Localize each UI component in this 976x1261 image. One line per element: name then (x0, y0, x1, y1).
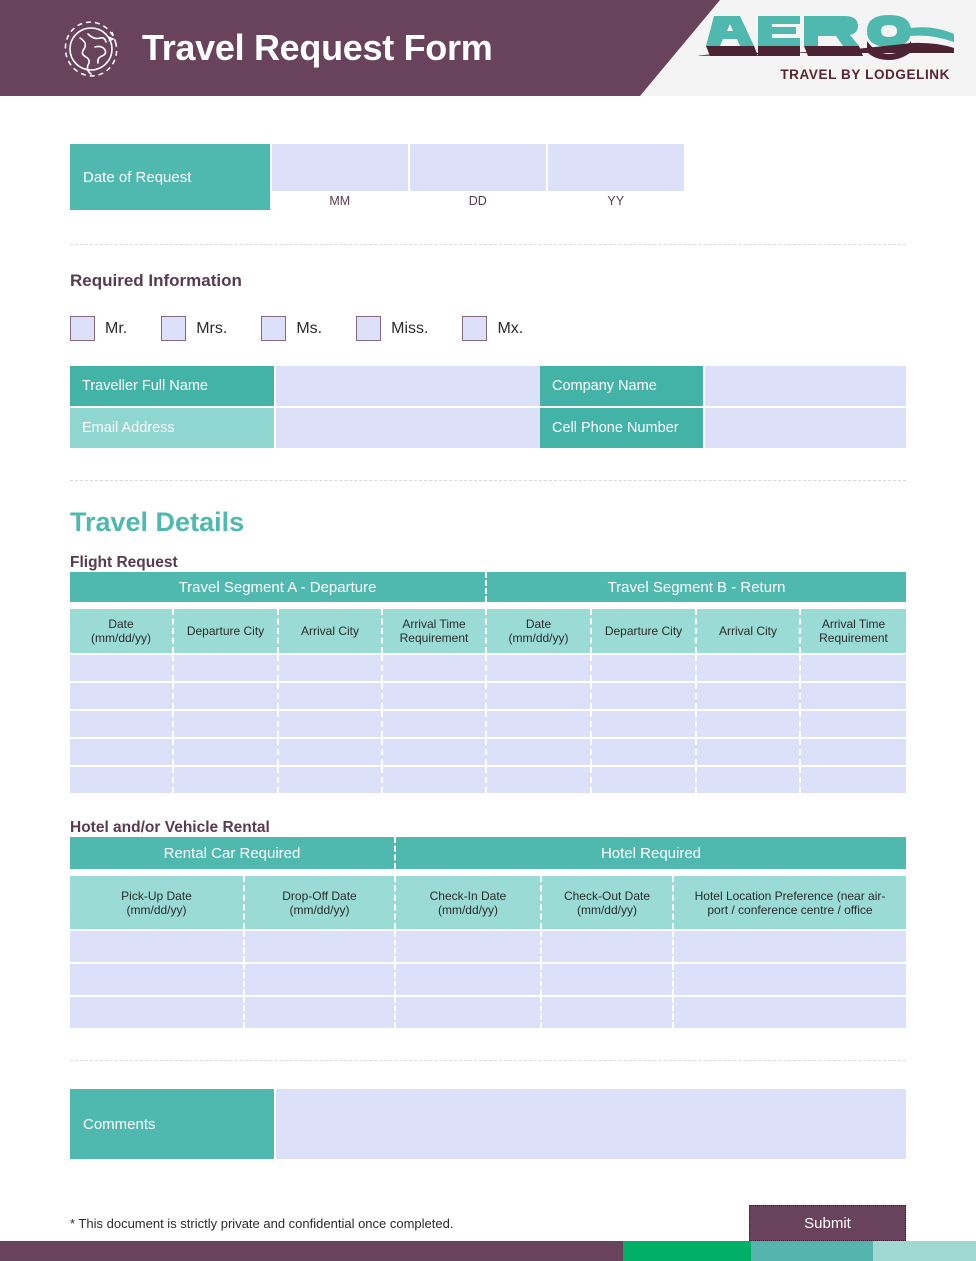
date-of-request-block (70, 144, 684, 210)
footer-band-green (623, 1241, 751, 1261)
table-row (70, 655, 906, 681)
checkbox-mx[interactable] (462, 316, 487, 341)
date-yy-column (548, 144, 685, 210)
flight-cell[interactable] (801, 739, 906, 765)
flight-cell[interactable] (487, 767, 592, 793)
flight-cell[interactable] (801, 767, 906, 793)
confidentiality-note: * This document is strictly private and confidential once completed. (70, 1215, 454, 1231)
flight-cell[interactable] (279, 767, 383, 793)
flight-cell[interactable] (383, 767, 487, 793)
table-row (70, 683, 906, 709)
title-label-mx: Mx. (497, 319, 524, 337)
required-information-heading: Required Information (70, 271, 242, 290)
title-label-mrs: Mrs. (196, 319, 228, 337)
traveller-fields-left (70, 366, 540, 450)
flight-col-header-departure-city-a: Departure City (174, 609, 279, 653)
hotel-cell[interactable] (70, 964, 245, 995)
footer-band-teal (751, 1241, 873, 1261)
comments-block (70, 1089, 906, 1159)
hotel-col-header-checkout-date: Check-Out Date (mm/dd/yy) (542, 876, 674, 929)
hotel-cell[interactable] (674, 997, 906, 1028)
table-row (70, 711, 906, 737)
checkbox-mrs[interactable] (161, 316, 186, 341)
header-title-group (0, 0, 492, 96)
flight-cell[interactable] (383, 739, 487, 765)
flight-table-body (70, 655, 906, 793)
email-address-label: Email Address (70, 408, 274, 448)
title-option-mx[interactable] (462, 316, 557, 341)
date-of-request-fields (270, 144, 684, 210)
travel-details-heading: Travel Details (70, 507, 245, 537)
divider-1 (70, 244, 906, 245)
flight-cell[interactable] (487, 683, 592, 709)
flight-cell[interactable] (174, 655, 279, 681)
hotel-table-header-row (70, 876, 906, 929)
hotel-segment-bar (70, 837, 906, 869)
hotel-cell[interactable] (674, 931, 906, 962)
flight-cell[interactable] (383, 683, 487, 709)
aero-logo-tagline: TRAVEL BY LODGELINK (780, 67, 950, 82)
rental-car-required-header: Rental Car Required (70, 837, 396, 869)
hotel-cell[interactable] (542, 997, 674, 1028)
flight-col-header-arrival-time-a: Arrival Time Requirement (383, 609, 487, 653)
segment-b-header: Travel Segment B - Return (487, 572, 906, 602)
flight-col-header-arrival-city-b: Arrival City (697, 609, 801, 653)
flight-cell[interactable] (697, 655, 801, 681)
hotel-col-header-location-preference: Hotel Location Preference (near air- port / conference centre / office (674, 876, 906, 929)
comments-input[interactable] (276, 1089, 906, 1159)
comments-label: Comments (70, 1089, 274, 1159)
flight-cell[interactable] (697, 683, 801, 709)
title-option-ms[interactable] (261, 316, 356, 341)
hotel-cell[interactable] (396, 931, 542, 962)
traveller-full-name-label: Traveller Full Name (70, 366, 274, 406)
flight-cell[interactable] (592, 739, 697, 765)
hotel-cell[interactable] (70, 997, 245, 1028)
footer-band-purple (0, 1241, 623, 1261)
divider-2 (70, 480, 906, 481)
flight-cell[interactable] (70, 711, 174, 737)
date-mm-input[interactable] (272, 144, 409, 191)
traveller-full-name-input[interactable] (276, 366, 540, 406)
date-mm-column (272, 144, 409, 210)
date-mm-sublabel: MM (272, 191, 409, 210)
segment-a-header: Travel Segment A - Departure (70, 572, 487, 602)
email-address-input[interactable] (276, 408, 540, 448)
hotel-cell[interactable] (70, 931, 245, 962)
hotel-col-header-dropoff-date: Drop-Off Date (mm/dd/yy) (245, 876, 396, 929)
date-dd-input[interactable] (410, 144, 547, 191)
divider-3 (70, 1060, 906, 1061)
flight-cell[interactable] (70, 683, 174, 709)
hotel-cell[interactable] (245, 931, 396, 962)
flight-cell[interactable] (801, 683, 906, 709)
flight-cell[interactable] (279, 739, 383, 765)
flight-cell[interactable] (279, 711, 383, 737)
company-name-label: Company Name (540, 366, 703, 406)
hotel-cell[interactable] (396, 964, 542, 995)
flight-cell[interactable] (487, 655, 592, 681)
flight-cell[interactable] (70, 739, 174, 765)
title-option-miss[interactable] (356, 316, 462, 341)
flight-cell[interactable] (487, 739, 592, 765)
footer-color-bar (0, 1241, 976, 1261)
form-body (0, 144, 976, 1241)
page-header (0, 0, 976, 96)
flight-segment-bar (70, 572, 906, 602)
flight-col-header-arrival-time-b: Arrival Time Requirement (801, 609, 906, 653)
flight-cell[interactable] (174, 683, 279, 709)
traveller-fields-grid (70, 366, 906, 450)
flight-cell[interactable] (174, 767, 279, 793)
checkbox-miss[interactable] (356, 316, 381, 341)
hotel-required-header: Hotel Required (396, 837, 906, 869)
title-option-mr[interactable] (70, 316, 161, 341)
date-dd-sublabel: DD (410, 191, 547, 210)
company-name-input[interactable] (705, 366, 906, 406)
aero-logo-mark (696, 8, 954, 66)
table-row (70, 997, 906, 1028)
traveller-fields-right (540, 366, 906, 450)
flight-cell[interactable] (70, 655, 174, 681)
flight-request-heading: Flight Request (70, 554, 178, 571)
flight-table-header-row (70, 609, 906, 653)
hotel-cell[interactable] (542, 964, 674, 995)
field-row-email-address (70, 408, 540, 448)
cell-phone-number-label: Cell Phone Number (540, 408, 703, 448)
table-row (70, 767, 906, 793)
hotel-cell[interactable] (396, 997, 542, 1028)
hotel-cell[interactable] (245, 964, 396, 995)
title-checkbox-row (70, 316, 906, 341)
flight-cell[interactable] (697, 739, 801, 765)
flight-cell[interactable] (70, 767, 174, 793)
date-yy-input[interactable] (548, 144, 685, 191)
flight-cell[interactable] (174, 711, 279, 737)
checkbox-mr[interactable] (70, 316, 95, 341)
title-label-mr: Mr. (105, 319, 128, 337)
submit-button[interactable]: Submit (749, 1205, 906, 1241)
flight-cell[interactable] (697, 767, 801, 793)
field-row-company-name (540, 366, 906, 406)
flight-cell[interactable] (383, 655, 487, 681)
checkbox-ms[interactable] (261, 316, 286, 341)
hotel-col-header-checkin-date: Check-In Date (mm/dd/yy) (396, 876, 542, 929)
cell-phone-number-input[interactable] (705, 408, 906, 448)
page-title: Travel Request Form (142, 27, 493, 68)
form-footer-row (70, 1205, 906, 1241)
hotel-vehicle-heading: Hotel and/or Vehicle Rental (70, 819, 270, 836)
footer-band-light-teal (873, 1241, 976, 1261)
flight-cell[interactable] (487, 711, 592, 737)
flight-cell[interactable] (279, 683, 383, 709)
flight-col-header-departure-city-b: Departure City (592, 609, 697, 653)
flight-cell[interactable] (801, 655, 906, 681)
flight-cell[interactable] (801, 711, 906, 737)
title-option-mrs[interactable] (161, 316, 261, 341)
table-row (70, 739, 906, 765)
date-dd-column (410, 144, 547, 210)
hotel-table-body (70, 931, 906, 1028)
hotel-cell[interactable] (674, 964, 906, 995)
aero-logo (696, 8, 954, 90)
hotel-cell[interactable] (245, 997, 396, 1028)
flight-cell[interactable] (592, 683, 697, 709)
flight-cell[interactable] (174, 739, 279, 765)
date-yy-sublabel: YY (548, 191, 685, 210)
title-label-ms: Ms. (296, 319, 323, 337)
flight-cell[interactable] (697, 711, 801, 737)
flight-cell[interactable] (383, 711, 487, 737)
flight-cell[interactable] (592, 767, 697, 793)
table-row (70, 964, 906, 995)
flight-cell[interactable] (592, 655, 697, 681)
date-of-request-label: Date of Request (70, 144, 270, 210)
flight-col-header-date-a: Date (mm/dd/yy) (70, 609, 174, 653)
flight-col-header-arrival-city-a: Arrival City (279, 609, 383, 653)
table-row (70, 931, 906, 962)
flight-col-header-date-b: Date (mm/dd/yy) (487, 609, 592, 653)
hotel-col-header-pickup-date: Pick-Up Date (mm/dd/yy) (70, 876, 245, 929)
field-row-cell-phone-number (540, 408, 906, 448)
flight-cell[interactable] (592, 711, 697, 737)
field-row-traveller-full-name (70, 366, 540, 406)
globe-icon (62, 18, 122, 78)
flight-cell[interactable] (279, 655, 383, 681)
hotel-cell[interactable] (542, 931, 674, 962)
title-label-miss: Miss. (391, 319, 429, 337)
